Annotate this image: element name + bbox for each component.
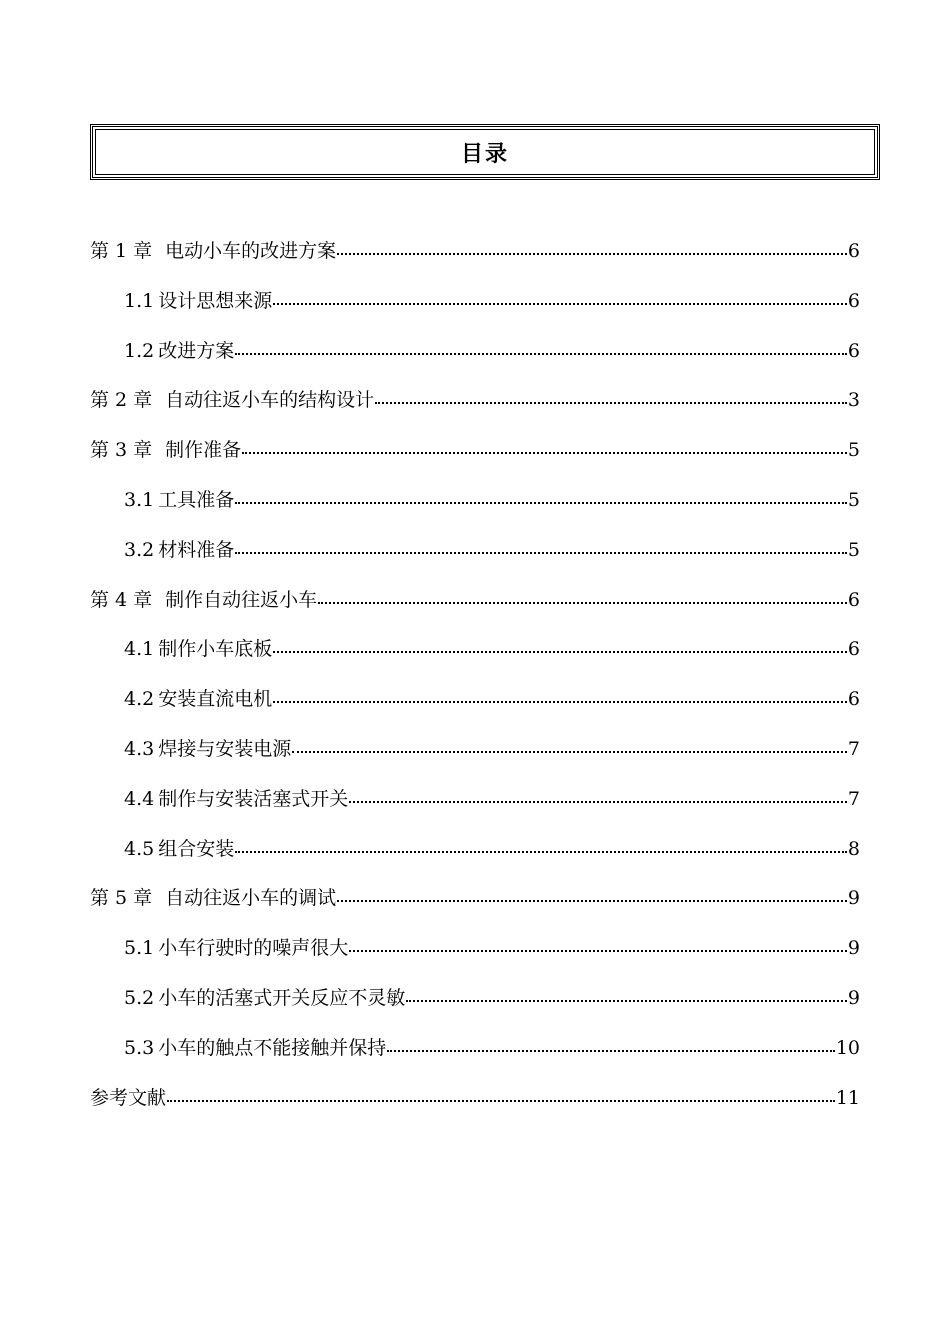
- toc-entry[interactable]: [90, 929, 860, 979]
- toc-entry[interactable]: [90, 979, 860, 1029]
- dot-leader: [242, 436, 847, 456]
- toc-entry[interactable]: [90, 680, 860, 730]
- toc-entry-title: 制作自动往返小车: [165, 588, 318, 611]
- toc-entry-page: 6: [847, 588, 860, 611]
- dot-leader: [349, 785, 847, 805]
- toc-entry-number: 3.1: [124, 488, 155, 511]
- toc-entry-title: 制作准备: [165, 439, 242, 462]
- toc-entry-page: 8: [847, 837, 860, 860]
- toc-entry-page: 6: [847, 688, 860, 711]
- toc-entry-title: 制作与安装活塞式开关: [158, 787, 349, 810]
- toc-title-box: [90, 124, 880, 180]
- toc-title: 目录: [460, 141, 509, 167]
- toc-entry-page: 11: [835, 1086, 860, 1109]
- toc-entry[interactable]: [90, 1079, 860, 1129]
- toc-entry-title: 小车的触点不能接触并保持: [158, 1036, 387, 1059]
- toc-entry-title: 电动小车的改进方案: [165, 240, 337, 262]
- dot-leader: [273, 685, 847, 705]
- toc-entry-number: 第 1 章: [90, 240, 153, 262]
- toc-entry-number: 4.4: [124, 787, 155, 810]
- toc-entry-number: 4.1: [124, 638, 155, 661]
- toc-entry[interactable]: [90, 481, 860, 531]
- toc-entry-number: 5.3: [124, 1036, 155, 1059]
- toc-entry-number: 4.3: [124, 737, 155, 760]
- toc-entry-number: 5.1: [124, 937, 155, 960]
- toc-entry-title: 改进方案: [158, 339, 235, 362]
- dot-leader: [292, 735, 847, 755]
- toc-entry-title: 小车的活塞式开关反应不灵敏: [158, 986, 406, 1009]
- toc-entry-number: 第 5 章: [90, 887, 153, 910]
- toc-entry-page: 7: [847, 737, 860, 760]
- toc-entry-title: 组合安装: [158, 837, 235, 860]
- toc-entry-title: 参考文献: [90, 1086, 167, 1109]
- dot-leader: [387, 1034, 835, 1054]
- toc-entry-page: 5: [847, 439, 860, 462]
- toc-entry[interactable]: [90, 730, 860, 780]
- dot-leader: [235, 835, 847, 855]
- dot-leader: [235, 337, 847, 357]
- toc-entry[interactable]: [90, 531, 860, 581]
- toc-entry[interactable]: [90, 879, 860, 929]
- toc-entry[interactable]: [90, 581, 860, 631]
- toc-entry-page: 5: [847, 488, 860, 511]
- dot-leader: [235, 486, 847, 506]
- toc-entry-title: 小车行驶时的噪声很大: [158, 937, 349, 960]
- toc-entry-number: 5.2: [124, 986, 155, 1009]
- toc-entry[interactable]: [90, 630, 860, 680]
- toc-entry-page: 7: [847, 787, 860, 810]
- toc-entry-number: 4.2: [124, 688, 155, 711]
- dot-leader: [337, 237, 847, 257]
- toc-entry[interactable]: [90, 332, 860, 382]
- toc-entry-title: 制作小车底板: [158, 638, 273, 661]
- toc-entry-page: 5: [847, 538, 860, 561]
- toc-entry-number: 第 2 章: [90, 389, 153, 412]
- toc-entry-page: 6: [847, 638, 860, 661]
- toc-entry[interactable]: [90, 381, 860, 431]
- toc-entry-page: 6: [847, 289, 860, 312]
- toc-entry-page: 6: [847, 240, 860, 262]
- toc-entry-number: 3.2: [124, 538, 155, 561]
- dot-leader: [318, 586, 847, 606]
- toc-entry-page: 10: [835, 1036, 860, 1059]
- toc-entry-title: 设计思想来源: [158, 289, 273, 312]
- table-of-contents: [90, 232, 860, 1128]
- toc-entry-title: 自动往返小车的调试: [165, 887, 337, 910]
- toc-entry-number: 4.5: [124, 837, 155, 860]
- toc-entry-page: 9: [847, 986, 860, 1009]
- dot-leader: [273, 287, 847, 307]
- dot-leader: [273, 635, 847, 655]
- toc-entry-page: 6: [847, 339, 860, 362]
- toc-entry-number: 1.2: [124, 339, 155, 362]
- dot-leader: [337, 884, 847, 904]
- toc-entry[interactable]: [90, 830, 860, 880]
- dot-leader: [349, 934, 847, 954]
- toc-entry-number: 第 4 章: [90, 588, 153, 611]
- toc-entry-title: 焊接与安装电源: [158, 737, 292, 760]
- dot-leader: [375, 386, 847, 406]
- toc-entry-page: 9: [847, 887, 860, 910]
- toc-entry-title: 自动往返小车的结构设计: [165, 389, 375, 412]
- toc-entry[interactable]: [90, 232, 860, 282]
- dot-leader: [235, 536, 847, 556]
- toc-entry[interactable]: [90, 282, 860, 332]
- toc-entry-number: 第 3 章: [90, 439, 153, 462]
- dot-leader: [167, 1084, 835, 1104]
- toc-entry-page: 9: [847, 937, 860, 960]
- toc-entry[interactable]: [90, 780, 860, 830]
- toc-entry[interactable]: [90, 1029, 860, 1079]
- toc-entry[interactable]: [90, 431, 860, 481]
- toc-entry-title: 材料准备: [158, 538, 235, 561]
- dot-leader: [406, 984, 847, 1004]
- toc-entry-title: 安装直流电机: [158, 688, 273, 711]
- toc-entry-page: 3: [847, 389, 860, 412]
- toc-entry-number: 1.1: [124, 289, 155, 312]
- toc-entry-title: 工具准备: [158, 488, 235, 511]
